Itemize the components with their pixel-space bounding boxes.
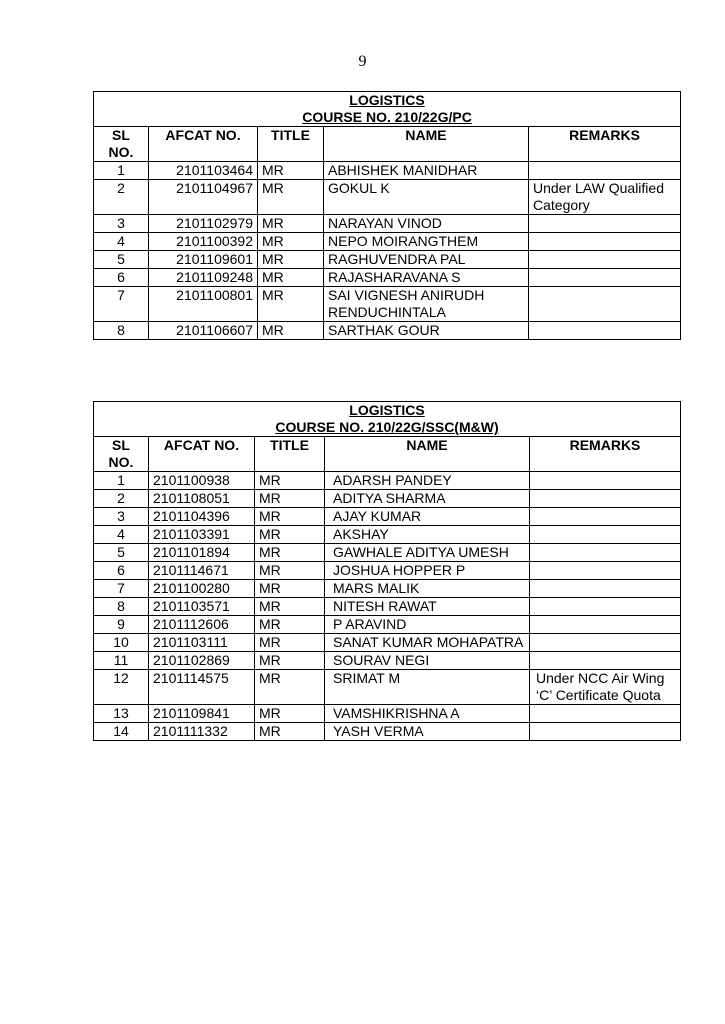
cell-title: MR [255,526,325,544]
cell-name: RAJASHARAVANA S [324,269,529,287]
table-body [94,472,681,741]
column-header-row [94,127,681,162]
col-header-name: NAME [324,127,529,162]
cell-remarks [530,526,681,544]
cell-name: SANAT KUMAR MOHAPATRA [325,634,530,652]
col-header-sl: SL NO. [94,127,149,162]
cell-remarks [530,490,681,508]
page-number: 9 [358,53,367,70]
cell-name: ADARSH PANDEY [325,472,530,490]
cell-name: MARS MALIK [325,580,530,598]
table-row [94,616,681,634]
cell-afcat: 2101109841 [149,705,255,723]
cell-remarks [529,162,681,180]
cell-title: MR [255,652,325,670]
cell-name: NARAYAN VINOD [324,215,529,233]
table-row [94,490,681,508]
table-row [94,251,681,269]
cell-sl: 11 [94,652,149,670]
cell-afcat: 2101106607 [149,322,258,340]
table-row [94,526,681,544]
cell-sl: 1 [94,162,149,180]
col-header-name: NAME [325,437,530,472]
cell-remarks [530,580,681,598]
cell-remarks [530,562,681,580]
cell-afcat: 2101103391 [149,526,255,544]
cell-title: MR [255,490,325,508]
cell-title: MR [258,287,324,322]
cell-sl: 7 [94,580,149,598]
cell-afcat: 2101101894 [149,544,255,562]
cell-remarks [529,287,681,322]
cell-name: VAMSHIKRISHNA A [325,705,530,723]
cell-title: MR [258,233,324,251]
col-header-title: TITLE [258,127,324,162]
cell-name: AJAY KUMAR [325,508,530,526]
cell-title: MR [255,580,325,598]
cell-sl: 2 [94,180,149,215]
table-course-number: COURSE NO. 210/22G/SSC(M&W) [275,419,499,435]
cell-title: MR [258,269,324,287]
cell-sl: 13 [94,705,149,723]
table-row [94,322,681,340]
cell-remarks [529,251,681,269]
cell-name: RAGHUVENDRA PAL [324,251,529,269]
cell-name: P ARAVIND [325,616,530,634]
table-section-title: LOGISTICS [349,92,425,108]
col-header-afcat: AFCAT NO. [149,127,258,162]
table-row [94,233,681,251]
cell-title: MR [255,705,325,723]
cell-title: MR [255,472,325,490]
cell-remarks [530,508,681,526]
cell-sl: 9 [94,616,149,634]
table-header-banner [94,92,681,127]
cell-title: MR [255,634,325,652]
table-row [94,723,681,741]
cell-name: GOKUL K [324,180,529,215]
cell-title: MR [255,670,325,705]
cell-afcat: 2101100801 [149,287,258,322]
course-table-ssc [93,401,681,741]
cell-remarks [530,472,681,490]
cell-afcat: 2101100938 [149,472,255,490]
cell-name: SAI VIGNESH ANIRUDH RENDUCHINTALA [324,287,529,322]
cell-afcat: 2101104967 [149,180,258,215]
cell-sl: 1 [94,472,149,490]
cell-remarks [530,723,681,741]
cell-remarks [530,705,681,723]
cell-name: NITESH RAWAT [325,598,530,616]
table-row [94,287,681,322]
cell-sl: 10 [94,634,149,652]
column-header-row [94,437,681,472]
cell-name: ADITYA SHARMA [325,490,530,508]
col-header-afcat: AFCAT NO. [149,437,255,472]
cell-title: MR [255,544,325,562]
cell-remarks [530,634,681,652]
cell-sl: 2 [94,490,149,508]
cell-sl: 4 [94,233,149,251]
cell-afcat: 2101102979 [149,215,258,233]
cell-afcat: 2101104396 [149,508,255,526]
cell-name: ABHISHEK MANIDHAR [324,162,529,180]
cell-afcat: 2101111332 [149,723,255,741]
cell-title: MR [255,616,325,634]
cell-remarks [529,215,681,233]
cell-title: MR [258,322,324,340]
table-row [94,562,681,580]
table-course-number: COURSE NO. 210/22G/PC [302,109,472,125]
cell-title: MR [255,723,325,741]
cell-name: YASH VERMA [325,723,530,741]
cell-name: JOSHUA HOPPER P [325,562,530,580]
cell-remarks [529,233,681,251]
table-row [94,508,681,526]
cell-remarks: Under NCC Air Wing ‘C’ Certificate Quota [530,670,681,705]
table-header-banner [94,402,681,437]
cell-name: GAWHALE ADITYA UMESH [325,544,530,562]
cell-afcat: 2101112606 [149,616,255,634]
cell-sl: 7 [94,287,149,322]
table-body [94,162,681,340]
table-row [94,670,681,705]
cell-afcat: 2101114671 [149,562,255,580]
table-row [94,180,681,215]
cell-title: MR [258,180,324,215]
cell-title: MR [258,251,324,269]
cell-name: NEPO MOIRANGTHEM [324,233,529,251]
cell-afcat: 2101103111 [149,634,255,652]
cell-sl: 5 [94,251,149,269]
cell-name: AKSHAY [325,526,530,544]
table-row [94,652,681,670]
cell-remarks [530,598,681,616]
cell-remarks [530,616,681,634]
table-row [94,269,681,287]
cell-remarks [529,269,681,287]
cell-afcat: 2101109601 [149,251,258,269]
cell-sl: 6 [94,562,149,580]
table-row [94,580,681,598]
cell-afcat: 2101100392 [149,233,258,251]
table-row [94,634,681,652]
cell-title: MR [258,215,324,233]
table-section-title: LOGISTICS [349,402,425,418]
cell-afcat: 2101109248 [149,269,258,287]
col-header-remarks: REMARKS [529,127,681,162]
cell-name: SARTHAK GOUR [324,322,529,340]
cell-sl: 6 [94,269,149,287]
cell-name: SOURAV NEGI [325,652,530,670]
cell-afcat: 2101103571 [149,598,255,616]
cell-sl: 12 [94,670,149,705]
course-table-pc [93,91,681,340]
cell-sl: 8 [94,598,149,616]
table-row [94,472,681,490]
cell-title: MR [255,562,325,580]
cell-afcat: 2101114575 [149,670,255,705]
cell-afcat: 2101103464 [149,162,258,180]
cell-sl: 4 [94,526,149,544]
cell-remarks [530,544,681,562]
col-header-remarks: REMARKS [530,437,681,472]
cell-sl: 3 [94,508,149,526]
cell-afcat: 2101100280 [149,580,255,598]
cell-remarks [530,652,681,670]
table-row [94,215,681,233]
table-row [94,598,681,616]
cell-sl: 14 [94,723,149,741]
cell-title: MR [258,162,324,180]
cell-afcat: 2101108051 [149,490,255,508]
cell-title: MR [255,508,325,526]
cell-remarks [529,322,681,340]
cell-sl: 5 [94,544,149,562]
cell-title: MR [255,598,325,616]
cell-remarks: Under LAW Qualified Category [529,180,681,215]
cell-sl: 3 [94,215,149,233]
col-header-sl: SL NO. [94,437,149,472]
col-header-title: TITLE [255,437,325,472]
table-row [94,705,681,723]
table-row [94,162,681,180]
cell-name: SRIMAT M [325,670,530,705]
cell-afcat: 2101102869 [149,652,255,670]
table-row [94,544,681,562]
cell-sl: 8 [94,322,149,340]
